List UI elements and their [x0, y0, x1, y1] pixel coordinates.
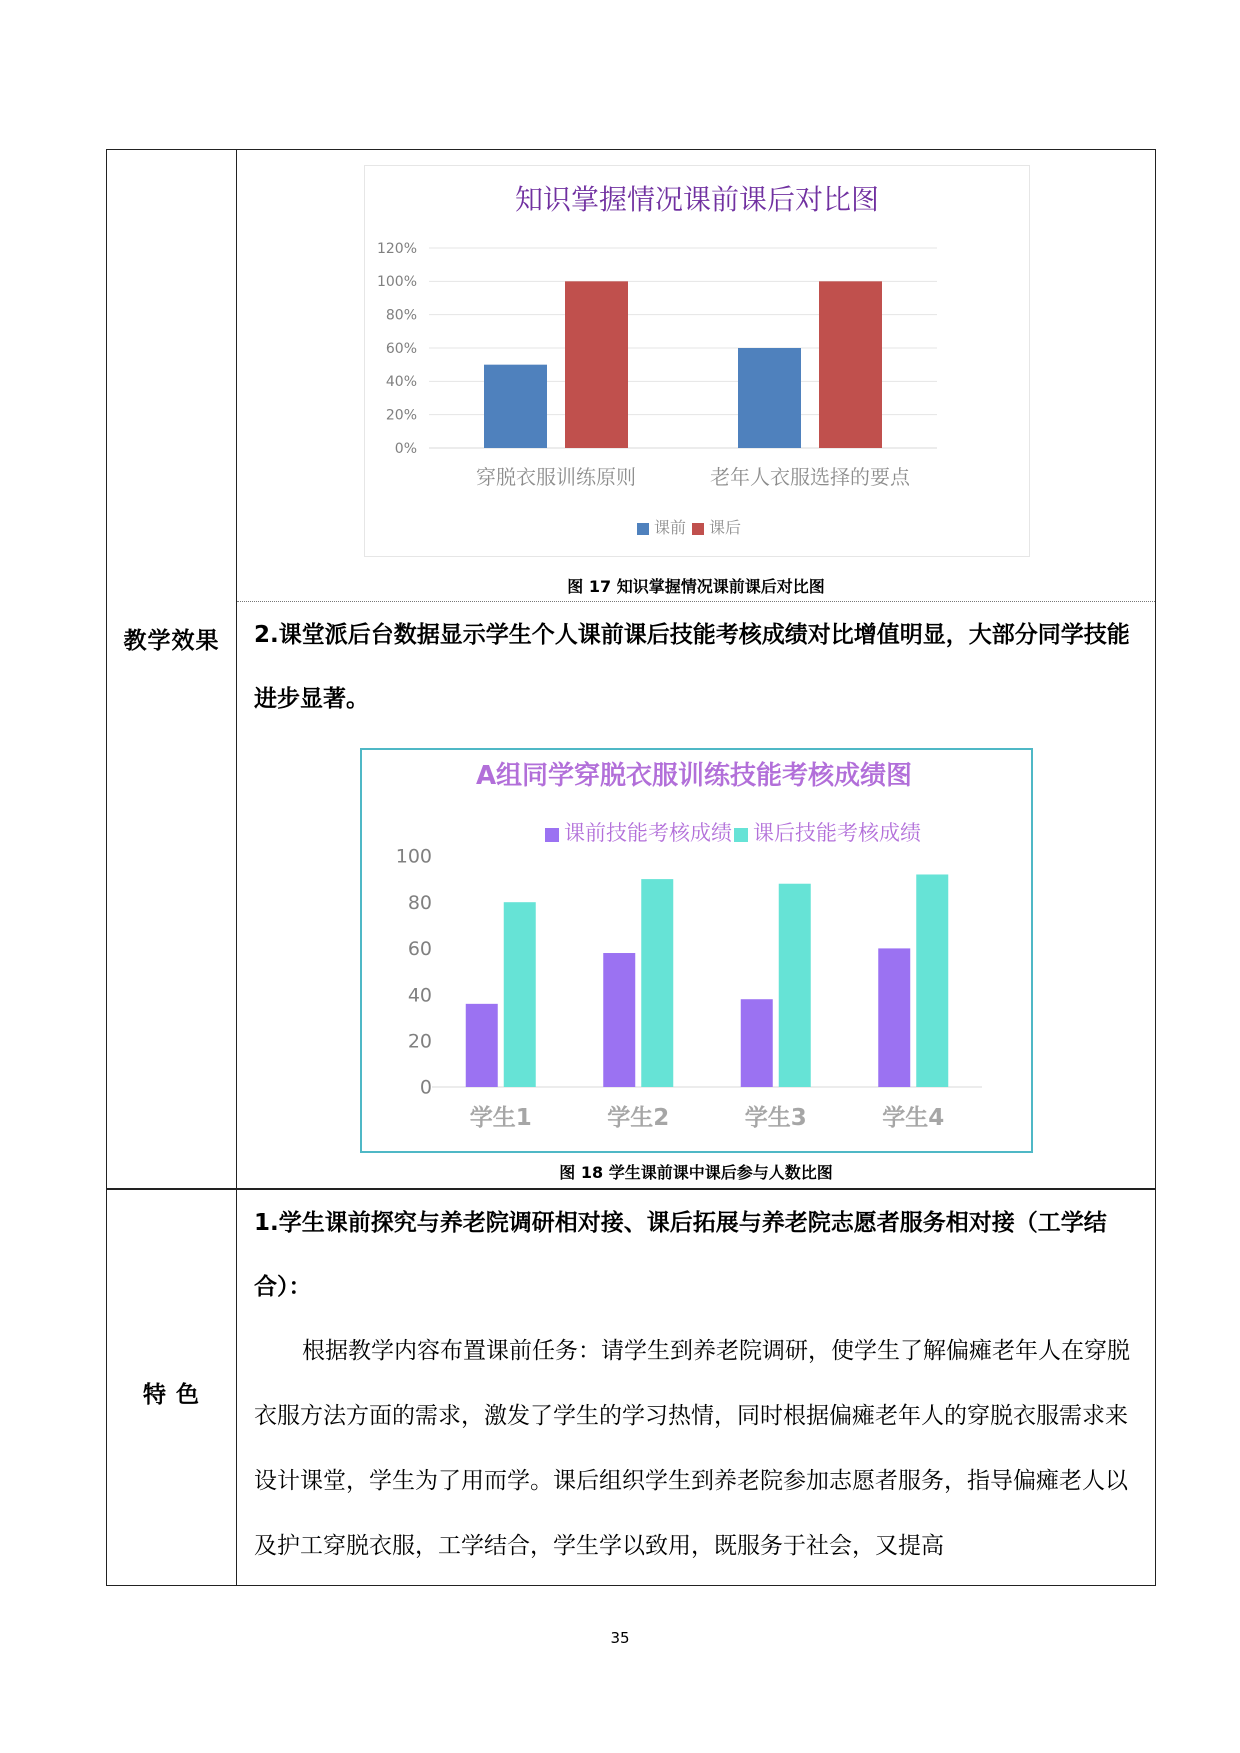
category-label: 穿脱衣服训练原则: [476, 465, 636, 489]
legend-swatch: [545, 828, 559, 842]
row-divider: [107, 1188, 1155, 1190]
figure-17-caption: 图 17 知识掌握情况课前课后对比图: [567, 577, 825, 596]
bar-after-2: [641, 879, 673, 1087]
bar-before-2: [738, 348, 801, 448]
legend-label: 课后技能考核成绩: [753, 821, 921, 845]
feature-section: [237, 1191, 1155, 1579]
bar-after-4: [916, 874, 948, 1087]
bar-after-1: [504, 902, 536, 1087]
knowledge-comparison-chart: [364, 165, 1030, 557]
page-number: 35: [610, 1629, 630, 1647]
y-tick-label: 60: [407, 938, 432, 961]
category-label: 学生1: [469, 1105, 532, 1131]
skill-score-chart: [360, 748, 1033, 1153]
chart-2-svg: [362, 750, 1027, 1147]
legend-label: 课前技能考核成绩: [564, 821, 732, 845]
y-tick-label: 80%: [385, 307, 417, 324]
row-label-teaching-effect: 教学效果: [123, 628, 220, 654]
y-tick-label: 40%: [385, 374, 417, 391]
effect-paragraph-2: 2.课堂派后台数据显示学生个人课前课后技能考核成绩对比增值明显，大部分同学技能进步显著。: [254, 622, 1130, 712]
legend-swatch: [734, 828, 748, 842]
y-tick-label: 120%: [376, 240, 417, 257]
legend-swatch: [692, 523, 704, 535]
y-tick-label: 0%: [394, 440, 417, 457]
y-tick-label: 20: [407, 1030, 432, 1053]
chart-title: 知识掌握情况课前课后对比图: [514, 183, 880, 216]
row-label-features: 特 色: [142, 1382, 200, 1408]
figure-18-caption: 图 18 学生课前课中课后参与人数比图: [559, 1163, 833, 1182]
chart-1-svg: [365, 166, 1029, 556]
chart-title: A组同学穿脱衣服训练技能考核成绩图: [475, 761, 913, 791]
y-tick-label: 100: [395, 845, 432, 868]
feature-body: 根据教学内容布置课前任务：请学生到养老院调研，使学生了解偏瘫老年人在穿脱衣服方法方面的需求，激发了学生的学习热情，同时根据偏瘫老年人的穿脱衣服需求来设计课堂，学生为了用而学。课后组织学生到养老院参加志愿者服务，指导偏瘫老人以及护工穿脱衣服，工学结合，学生学以致用，既服务于社会，又提高: [254, 1338, 1130, 1559]
bar-after-3: [779, 884, 811, 1087]
bar-before-1: [484, 365, 547, 448]
category-label: 学生4: [882, 1105, 945, 1131]
y-tick-label: 60%: [385, 340, 417, 357]
category-label: 老年人衣服选择的要点: [710, 465, 910, 489]
bar-after-1: [565, 281, 628, 448]
bar-before-3: [741, 999, 773, 1087]
legend-label: 课后: [709, 518, 742, 537]
y-tick-label: 100%: [376, 274, 417, 291]
y-tick-label: 40: [407, 984, 432, 1007]
bar-before-4: [878, 948, 910, 1087]
category-label: 学生2: [607, 1105, 670, 1131]
effect-paragraph-container: [237, 603, 1155, 731]
bar-after-2: [819, 281, 882, 448]
y-tick-label: 20%: [385, 407, 417, 424]
y-tick-label: 80: [407, 891, 432, 914]
legend-swatch: [637, 523, 649, 535]
category-label: 学生3: [744, 1105, 807, 1131]
y-tick-label: 0: [419, 1076, 432, 1099]
bar-before-1: [466, 1004, 498, 1087]
feature-heading: 1.学生课前探究与养老院调研相对接、课后拓展与养老院志愿者服务相对接（工学结合）：: [254, 1210, 1107, 1300]
legend-label: 课前: [654, 518, 687, 537]
dotted-divider: [237, 601, 1155, 602]
bar-before-2: [603, 953, 635, 1087]
